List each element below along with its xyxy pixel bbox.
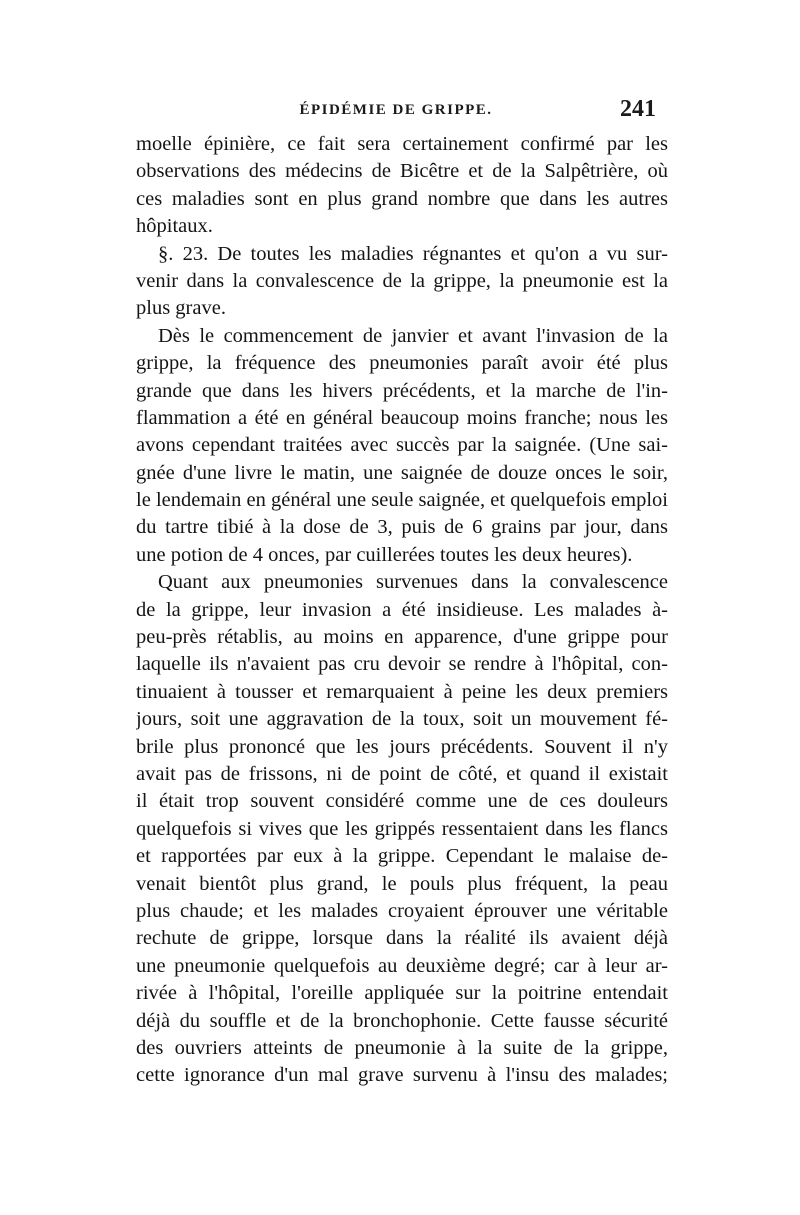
text-line: quelquefois si vives que les grippés ressentaient dans les flancs (136, 817, 668, 840)
page-header (136, 98, 656, 128)
text-line: peu-près rétablis, au moins en apparence, d'une grippe pour (136, 626, 668, 649)
text-line: déjà du souffle et de la bronchophonie. Cette fausse sécurité (136, 1009, 668, 1032)
text-line: observations des médecins de Bicêtre et de la Salpêtrière, où (136, 160, 668, 183)
running-title: ÉPIDÉMIE DE GRIPPE. (299, 102, 493, 118)
text-line: rechute de grippe, lorsque dans la réalité ils avaient déjà (136, 927, 668, 950)
text-line: grippe, la fréquence des pneumonies paraît avoir été plus (136, 352, 668, 375)
page-number: 241 (620, 96, 656, 122)
text-line: venir dans la convalescence de la grippe, la pneumonie est la (136, 269, 668, 292)
text-line: brile plus prononcé que les jours précédents. Souvent il n'y (136, 735, 668, 758)
text-line: plus grave. (136, 297, 226, 320)
text-line: gnée d'une livre le matin, une saignée de douze onces le soir, (136, 461, 668, 484)
text-line: ces maladies sont en plus grand nombre que dans les autres (136, 187, 668, 210)
text-line: Quant aux pneumonies survenues dans la convalescence (158, 571, 668, 594)
text-line: venait bientôt plus grand, le pouls plus fréquent, la peau (136, 872, 668, 895)
text-line: une potion de 4 onces, par cuillerées toutes les deux heures). (136, 543, 633, 566)
text-line: flammation a été en général beaucoup moins franche; nous les (136, 406, 668, 429)
body-text (136, 131, 668, 1090)
text-line: tinuaient à tousser et remarquaient à peine les deux premiers (136, 680, 668, 703)
text-line: et rapportées par eux à la grippe. Cependant le malaise de- (136, 845, 668, 868)
text-line: des ouvriers atteints de pneumonie à la suite de la grippe, (136, 1036, 668, 1059)
text-line: du tartre tibié à la dose de 3, puis de 6 grains par jour, dans (136, 516, 668, 539)
text-line: avons cependant traitées avec succès par la saignée. (Une sai- (136, 434, 668, 457)
text-line: plus chaude; et les malades croyaient éprouver une véritable (136, 899, 668, 922)
text-line: de la grippe, leur invasion a été insidieuse. Les malades à- (136, 598, 668, 621)
text-line: avait pas de frissons, ni de point de côté, et quand il existait (136, 762, 668, 785)
text-line: hôpitaux. (136, 215, 213, 238)
text-line: laquelle ils n'avaient pas cru devoir se rendre à l'hôpital, con- (136, 653, 668, 676)
text-line: il était trop souvent considéré comme une de ces douleurs (136, 790, 668, 813)
text-line: Dès le commencement de janvier et avant l'invasion de la (158, 324, 668, 347)
text-line: cette ignorance d'un mal grave survenu à l'insu des malades; (136, 1064, 668, 1087)
text-line: rivée à l'hôpital, l'oreille appliquée sur la poitrine entendait (136, 982, 668, 1005)
section-heading-line: §. 23. De toutes les maladies régnantes et qu'on a vu sur- (158, 242, 668, 265)
text-line: jours, soit une aggravation de la toux, soit un mouvement fé- (136, 708, 668, 731)
text-line: le lendemain en général une seule saignée, et quelquefois emploi (136, 489, 668, 512)
text-line: moelle épinière, ce fait sera certainement confirmé par les (136, 133, 668, 155)
text-line: grande que dans les hivers précédents, et la marche de l'in- (136, 379, 668, 402)
text-line: une pneumonie quelquefois au deuxième degré; car à leur ar- (136, 954, 668, 977)
